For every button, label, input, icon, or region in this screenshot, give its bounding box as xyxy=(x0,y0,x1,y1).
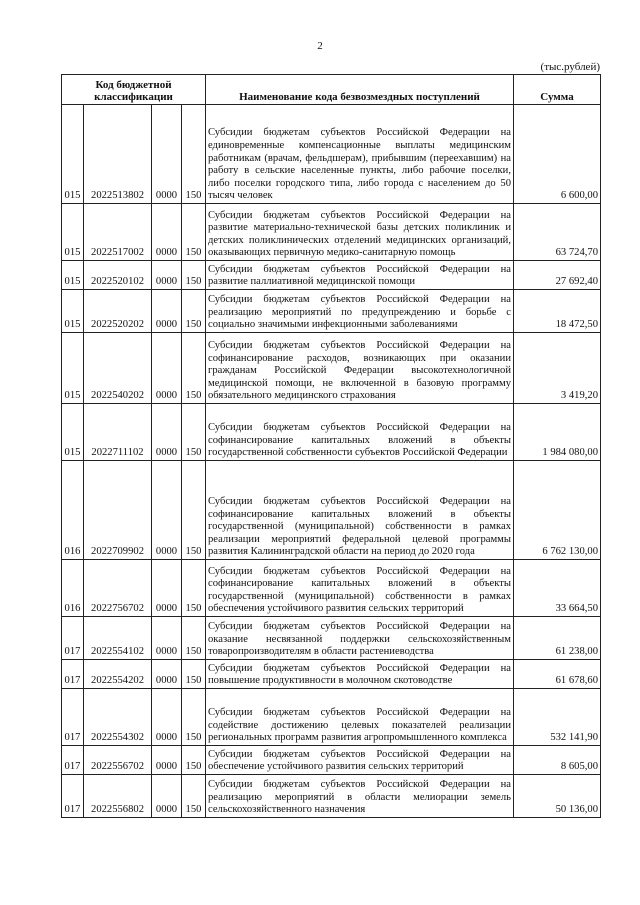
budget-code-cell: 2022756702 xyxy=(84,560,152,617)
admin-code-cell: 015 xyxy=(62,105,84,204)
budget-code-cell: 2022709902 xyxy=(84,461,152,560)
admin-code-cell: 016 xyxy=(62,461,84,560)
amount-cell: 6 600,00 xyxy=(514,105,601,204)
admin-code-cell: 017 xyxy=(62,775,84,818)
classification-code-cell: 150 xyxy=(182,689,206,746)
budget-code-cell: 2022554102 xyxy=(84,617,152,660)
table-row xyxy=(62,261,601,290)
units-label: (тыс.рублей) xyxy=(540,61,600,73)
classification-code-cell: 150 xyxy=(182,746,206,775)
amount-cell: 33 664,50 xyxy=(514,560,601,617)
budget-code-cell: 2022513802 xyxy=(84,105,152,204)
income-name-cell: Субсидии бюджетам субъектов Российской Федерации на софинансирование капитальных вложений в объекты государственной (муниципальной) собственности в рамках реализации мероприятий федеральной целевой программы развития Калининградской области на период до 2020 года xyxy=(206,461,514,560)
income-name-cell: Субсидии бюджетам субъектов Российской Федерации на единовременные компенсационные выплаты медицинским работникам (врачам, фельдшерам), прибывшим (переехавшим) на работу в сельские населенные пункты, либо рабочие поселки, либо поселки городского типа, либо города с населением до 50 тысяч человек xyxy=(206,105,514,204)
admin-code-cell: 017 xyxy=(62,617,84,660)
subprogram-code-cell: 0000 xyxy=(152,204,182,261)
subprogram-code-cell: 0000 xyxy=(152,775,182,818)
subprogram-code-cell: 0000 xyxy=(152,404,182,461)
admin-code-cell: 016 xyxy=(62,560,84,617)
subprogram-code-cell: 0000 xyxy=(152,105,182,204)
amount-cell: 27 692,40 xyxy=(514,261,601,290)
table-row xyxy=(62,404,601,461)
budget-code-cell: 2022517002 xyxy=(84,204,152,261)
amount-cell: 63 724,70 xyxy=(514,204,601,261)
admin-code-cell: 015 xyxy=(62,204,84,261)
amount-cell: 50 136,00 xyxy=(514,775,601,818)
classification-code-cell: 150 xyxy=(182,204,206,261)
amount-cell: 61 678,60 xyxy=(514,660,601,689)
subprogram-code-cell: 0000 xyxy=(152,461,182,560)
income-name-cell: Субсидии бюджетам субъектов Российской Федерации на содействие достижению целевых показателей реализации региональных программ развития агропромышленного комплекса xyxy=(206,689,514,746)
amount-cell: 1 984 080,00 xyxy=(514,404,601,461)
amount-cell: 532 141,90 xyxy=(514,689,601,746)
amount-cell: 8 605,00 xyxy=(514,746,601,775)
income-name-cell: Субсидии бюджетам субъектов Российской Федерации на развитие паллиативной медицинской помощи xyxy=(206,261,514,290)
classification-code-cell: 150 xyxy=(182,105,206,204)
header-classification-line2: классификации xyxy=(94,91,173,103)
classification-code-cell: 150 xyxy=(182,290,206,333)
income-name-cell: Субсидии бюджетам субъектов Российской Федерации на софинансирование капитальных вложений в объекты государственной собственности субъектов Российской Федерации xyxy=(206,404,514,461)
classification-code-cell: 150 xyxy=(182,660,206,689)
header-name: Наименование кода безвозмездных поступлений xyxy=(206,75,514,105)
admin-code-cell: 015 xyxy=(62,290,84,333)
table-row xyxy=(62,617,601,660)
budget-code-cell: 2022520102 xyxy=(84,261,152,290)
budget-code-cell: 2022520202 xyxy=(84,290,152,333)
table-row xyxy=(62,689,601,746)
subprogram-code-cell: 0000 xyxy=(152,746,182,775)
admin-code-cell: 017 xyxy=(62,746,84,775)
table-row xyxy=(62,775,601,818)
subprogram-code-cell: 0000 xyxy=(152,660,182,689)
classification-code-cell: 150 xyxy=(182,775,206,818)
income-name-cell: Субсидии бюджетам субъектов Российской Федерации на обеспечение устойчивого развития сельских территорий xyxy=(206,746,514,775)
subprogram-code-cell: 0000 xyxy=(152,333,182,404)
income-name-cell: Субсидии бюджетам субъектов Российской Федерации на повышение продуктивности в молочном скотоводстве xyxy=(206,660,514,689)
table-row xyxy=(62,461,601,560)
table-row xyxy=(62,290,601,333)
classification-code-cell: 150 xyxy=(182,560,206,617)
classification-code-cell: 150 xyxy=(182,461,206,560)
table-row xyxy=(62,105,601,204)
classification-code-cell: 150 xyxy=(182,261,206,290)
income-name-cell: Субсидии бюджетам субъектов Российской Федерации на софинансирование расходов, возникающих при оказании гражданам Российской Федерации высокотехнологичной медицинской помощи, не включенной в базовую программу обязательного медицинского страхования xyxy=(206,333,514,404)
header-classification xyxy=(62,75,206,105)
budget-code-cell: 2022554302 xyxy=(84,689,152,746)
table-row xyxy=(62,204,601,261)
subprogram-code-cell: 0000 xyxy=(152,689,182,746)
classification-code-cell: 150 xyxy=(182,333,206,404)
admin-code-cell: 017 xyxy=(62,660,84,689)
amount-cell: 3 419,20 xyxy=(514,333,601,404)
admin-code-cell: 015 xyxy=(62,333,84,404)
admin-code-cell: 015 xyxy=(62,261,84,290)
amount-cell: 6 762 130,00 xyxy=(514,461,601,560)
table-row xyxy=(62,746,601,775)
table-row xyxy=(62,560,601,617)
table-row xyxy=(62,660,601,689)
subprogram-code-cell: 0000 xyxy=(152,261,182,290)
table-body xyxy=(62,105,601,818)
header-sum: Сумма xyxy=(514,75,601,105)
page-number: 2 xyxy=(317,40,323,52)
income-name-cell: Субсидии бюджетам субъектов Российской Федерации на оказание несвязанной поддержки сельскохозяйственным товаропроизводителям в области растениеводства xyxy=(206,617,514,660)
classification-code-cell: 150 xyxy=(182,617,206,660)
budget-code-cell: 2022711102 xyxy=(84,404,152,461)
admin-code-cell: 017 xyxy=(62,689,84,746)
subprogram-code-cell: 0000 xyxy=(152,290,182,333)
classification-code-cell: 150 xyxy=(182,404,206,461)
budget-code-cell: 2022556802 xyxy=(84,775,152,818)
admin-code-cell: 015 xyxy=(62,404,84,461)
subprogram-code-cell: 0000 xyxy=(152,560,182,617)
budget-code-cell: 2022540202 xyxy=(84,333,152,404)
budget-code-cell: 2022554202 xyxy=(84,660,152,689)
income-name-cell: Субсидии бюджетам субъектов Российской Федерации на софинансирование капитальных вложений в объекты государственной (муниципальной) собственности в рамках обеспечения устойчивого развития сельских территорий xyxy=(206,560,514,617)
header-classification-line1: Код бюджетной xyxy=(95,79,172,91)
income-name-cell: Субсидии бюджетам субъектов Российской Федерации на реализацию мероприятий по предупреждению и борьбе с социально значимыми инфекционными заболеваниями xyxy=(206,290,514,333)
table-row xyxy=(62,333,601,404)
subprogram-code-cell: 0000 xyxy=(152,617,182,660)
income-name-cell: Субсидии бюджетам субъектов Российской Федерации на реализацию мероприятий в области мелиорации земель сельскохозяйственного назначения xyxy=(206,775,514,818)
budget-table xyxy=(61,74,601,818)
table-header-row xyxy=(62,75,601,105)
amount-cell: 18 472,50 xyxy=(514,290,601,333)
income-name-cell: Субсидии бюджетам субъектов Российской Федерации на развитие материально-технической базы детских поликлиник и детских поликлинических отделений медицинских организаций, оказывающих первичную медико-санитарную помощь xyxy=(206,204,514,261)
budget-code-cell: 2022556702 xyxy=(84,746,152,775)
amount-cell: 61 238,00 xyxy=(514,617,601,660)
